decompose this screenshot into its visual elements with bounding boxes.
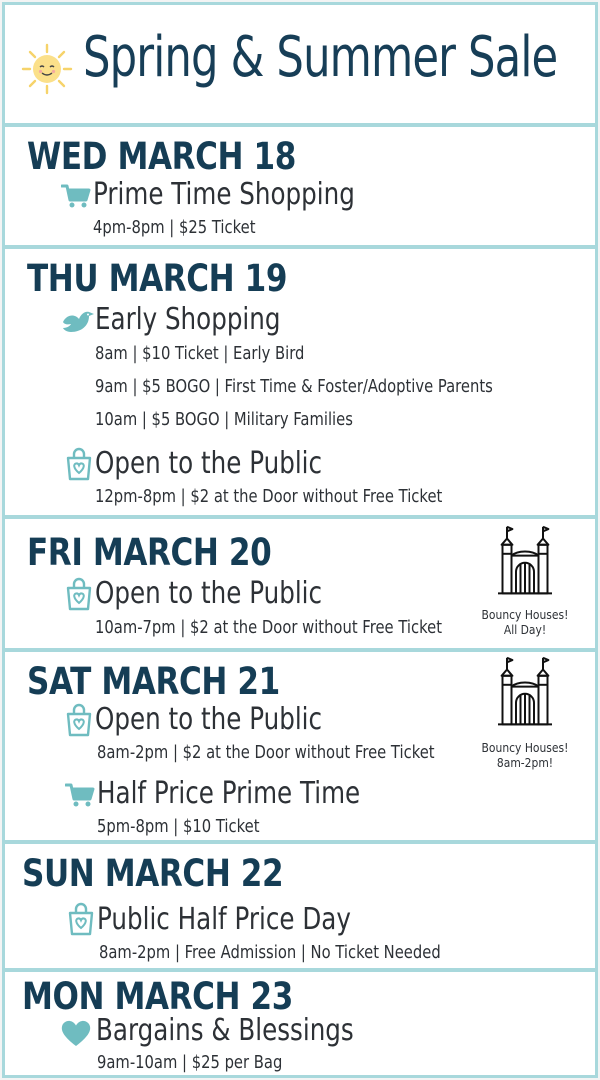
day-block-sat (2, 649, 598, 843)
cart-icon (61, 183, 91, 209)
event-detail: 10am | $5 BOGO | Military Families (95, 409, 353, 430)
page-title: Spring & Summer Sale (83, 25, 558, 90)
day-heading: SAT MARCH 21 (27, 660, 280, 703)
sun-icon (21, 43, 73, 95)
bouncy-houses-note: Bouncy Houses! 8am-2pm! (481, 740, 569, 770)
event-detail: 8am | $10 Ticket | Early Bird (95, 343, 305, 364)
event-detail: 8am-2pm | $2 at the Door without Free Ticket (97, 742, 435, 763)
day-heading: MON MARCH 23 (22, 975, 293, 1018)
event-detail: 12pm-8pm | $2 at the Door without Free Ticket (95, 486, 443, 507)
event-detail: 4pm-8pm | $25 Ticket (93, 217, 256, 238)
shopping-bag-heart-icon (65, 703, 93, 737)
bouncy-castle-icon (496, 525, 554, 597)
bird-icon (61, 308, 95, 334)
event-detail: 8am-2pm | Free Admission | No Ticket Needed (99, 942, 441, 963)
heart-icon (60, 1019, 92, 1047)
event-detail: 9am-10am | $25 per Bag (97, 1052, 283, 1073)
shopping-bag-heart-icon (67, 902, 95, 936)
day-block-wed (2, 124, 598, 248)
day-heading: THU MARCH 19 (27, 257, 288, 300)
event-detail: 9am | $5 BOGO | First Time & Foster/Adoptive Parents (95, 376, 493, 397)
event-title: Early Shopping (95, 302, 281, 337)
day-block-sun (2, 841, 598, 971)
day-heading: FRI MARCH 20 (27, 531, 272, 574)
event-detail: 10am-7pm | $2 at the Door without Free Ticket (95, 617, 442, 638)
event-title: Open to the Public (95, 702, 323, 737)
day-block-mon (2, 969, 598, 1078)
event-title: Open to the Public (95, 576, 323, 611)
event-title: Public Half Price Day (97, 902, 351, 937)
day-heading: SUN MARCH 22 (22, 852, 284, 895)
event-detail: 5pm-8pm | $10 Ticket (97, 816, 260, 837)
bouncy-houses-note: Bouncy Houses! All Day! (481, 607, 569, 637)
shopping-bag-heart-icon (65, 447, 93, 481)
event-title: Prime Time Shopping (93, 177, 355, 212)
event-title: Open to the Public (95, 446, 323, 481)
day-block-thu (2, 246, 598, 518)
event-title: Half Price Prime Time (97, 776, 361, 811)
event-title: Bargains & Blessings (96, 1013, 354, 1048)
day-heading: WED MARCH 18 (27, 135, 296, 178)
title-banner (2, 2, 598, 126)
bouncy-castle-icon (496, 656, 554, 728)
cart-icon (65, 782, 95, 808)
shopping-bag-heart-icon (65, 577, 93, 611)
day-block-fri (2, 516, 598, 651)
